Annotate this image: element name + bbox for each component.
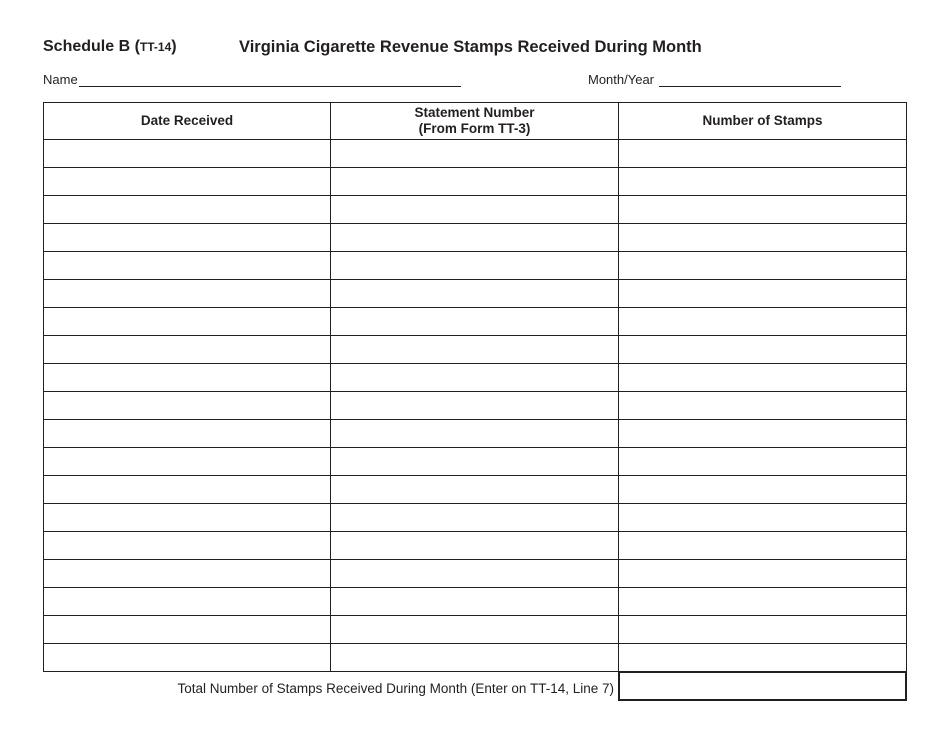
table-row xyxy=(44,392,907,420)
statement-number-cell[interactable] xyxy=(331,196,619,224)
date-received-cell[interactable] xyxy=(44,196,331,224)
number-of-stamps-cell[interactable] xyxy=(619,588,907,616)
table-row xyxy=(44,532,907,560)
column-header-sublabel: (From Form TT-3) xyxy=(418,121,531,136)
month-year-input[interactable] xyxy=(659,72,841,87)
form-header xyxy=(43,38,903,64)
table-row xyxy=(44,140,907,168)
statement-number-cell[interactable] xyxy=(331,140,619,168)
number-of-stamps-cell[interactable] xyxy=(619,476,907,504)
date-received-cell[interactable] xyxy=(44,532,331,560)
date-received-cell[interactable] xyxy=(44,392,331,420)
number-of-stamps-cell[interactable] xyxy=(619,560,907,588)
statement-number-cell[interactable] xyxy=(331,280,619,308)
number-of-stamps-cell[interactable] xyxy=(619,644,907,672)
table-row xyxy=(44,476,907,504)
stamps-table xyxy=(43,102,907,672)
name-label: Name xyxy=(43,72,78,87)
number-of-stamps-cell[interactable] xyxy=(619,224,907,252)
statement-number-cell[interactable] xyxy=(331,476,619,504)
date-received-cell[interactable] xyxy=(44,140,331,168)
number-of-stamps-cell[interactable] xyxy=(619,308,907,336)
number-of-stamps-cell[interactable] xyxy=(619,252,907,280)
column-header-label: Number of Stamps xyxy=(702,113,823,128)
statement-number-cell[interactable] xyxy=(331,224,619,252)
number-of-stamps-cell[interactable] xyxy=(619,616,907,644)
table-row xyxy=(44,504,907,532)
date-received-cell[interactable] xyxy=(44,504,331,532)
number-of-stamps-cell[interactable] xyxy=(619,196,907,224)
table-body xyxy=(44,140,907,672)
number-of-stamps-cell[interactable] xyxy=(619,448,907,476)
number-of-stamps-cell[interactable] xyxy=(619,532,907,560)
table-row xyxy=(44,196,907,224)
statement-number-cell[interactable] xyxy=(331,336,619,364)
statement-number-cell[interactable] xyxy=(331,392,619,420)
column-header-number-of-stamps xyxy=(619,103,907,140)
month-year-field xyxy=(588,72,841,87)
statement-number-cell[interactable] xyxy=(331,532,619,560)
table-row xyxy=(44,644,907,672)
date-received-cell[interactable] xyxy=(44,476,331,504)
number-of-stamps-cell[interactable] xyxy=(619,336,907,364)
name-input[interactable] xyxy=(79,72,461,87)
date-received-cell[interactable] xyxy=(44,252,331,280)
number-of-stamps-cell[interactable] xyxy=(619,280,907,308)
form-code: TT-14 xyxy=(139,40,172,54)
statement-number-cell[interactable] xyxy=(331,252,619,280)
statement-number-cell[interactable] xyxy=(331,448,619,476)
schedule-close: ) xyxy=(171,38,177,55)
table-row xyxy=(44,364,907,392)
table-row xyxy=(44,280,907,308)
statement-number-cell[interactable] xyxy=(331,616,619,644)
name-field xyxy=(43,72,461,87)
number-of-stamps-cell[interactable] xyxy=(619,140,907,168)
date-received-cell[interactable] xyxy=(44,364,331,392)
number-of-stamps-cell[interactable] xyxy=(619,168,907,196)
date-received-cell[interactable] xyxy=(44,560,331,588)
statement-number-cell[interactable] xyxy=(331,168,619,196)
date-received-cell[interactable] xyxy=(44,448,331,476)
table-row xyxy=(44,420,907,448)
date-received-cell[interactable] xyxy=(44,588,331,616)
statement-number-cell[interactable] xyxy=(331,504,619,532)
column-header-label: Date Received xyxy=(140,113,234,128)
number-of-stamps-cell[interactable] xyxy=(619,364,907,392)
date-received-cell[interactable] xyxy=(44,308,331,336)
table-row xyxy=(44,252,907,280)
total-label: Total Number of Stamps Received During Month (Enter on TT-14, Line 7) xyxy=(177,681,614,696)
column-header-label: Statement Number xyxy=(414,105,535,120)
number-of-stamps-cell[interactable] xyxy=(619,504,907,532)
number-of-stamps-cell[interactable] xyxy=(619,392,907,420)
statement-number-cell[interactable] xyxy=(331,364,619,392)
table-row xyxy=(44,560,907,588)
column-header-date-received xyxy=(44,103,331,140)
date-received-cell[interactable] xyxy=(44,336,331,364)
table-row xyxy=(44,616,907,644)
statement-number-cell[interactable] xyxy=(331,560,619,588)
date-received-cell[interactable] xyxy=(44,644,331,672)
schedule-label xyxy=(43,38,177,56)
schedule-text: Schedule B ( xyxy=(43,38,140,55)
statement-number-cell[interactable] xyxy=(331,420,619,448)
form-title: Virginia Cigarette Revenue Stamps Received During Month xyxy=(239,38,702,56)
table-row xyxy=(44,308,907,336)
table-header-row xyxy=(44,103,907,140)
table-row xyxy=(44,448,907,476)
date-received-cell[interactable] xyxy=(44,616,331,644)
date-received-cell[interactable] xyxy=(44,224,331,252)
column-header-statement-number xyxy=(331,103,619,140)
date-received-cell[interactable] xyxy=(44,280,331,308)
table-row xyxy=(44,168,907,196)
date-received-cell[interactable] xyxy=(44,420,331,448)
statement-number-cell[interactable] xyxy=(331,644,619,672)
month-year-label: Month/Year xyxy=(588,72,655,87)
table-row xyxy=(44,336,907,364)
total-stamps-input[interactable] xyxy=(618,671,907,701)
statement-number-cell[interactable] xyxy=(331,308,619,336)
date-received-cell[interactable] xyxy=(44,168,331,196)
statement-number-cell[interactable] xyxy=(331,588,619,616)
number-of-stamps-cell[interactable] xyxy=(619,420,907,448)
table-row xyxy=(44,224,907,252)
table-row xyxy=(44,588,907,616)
